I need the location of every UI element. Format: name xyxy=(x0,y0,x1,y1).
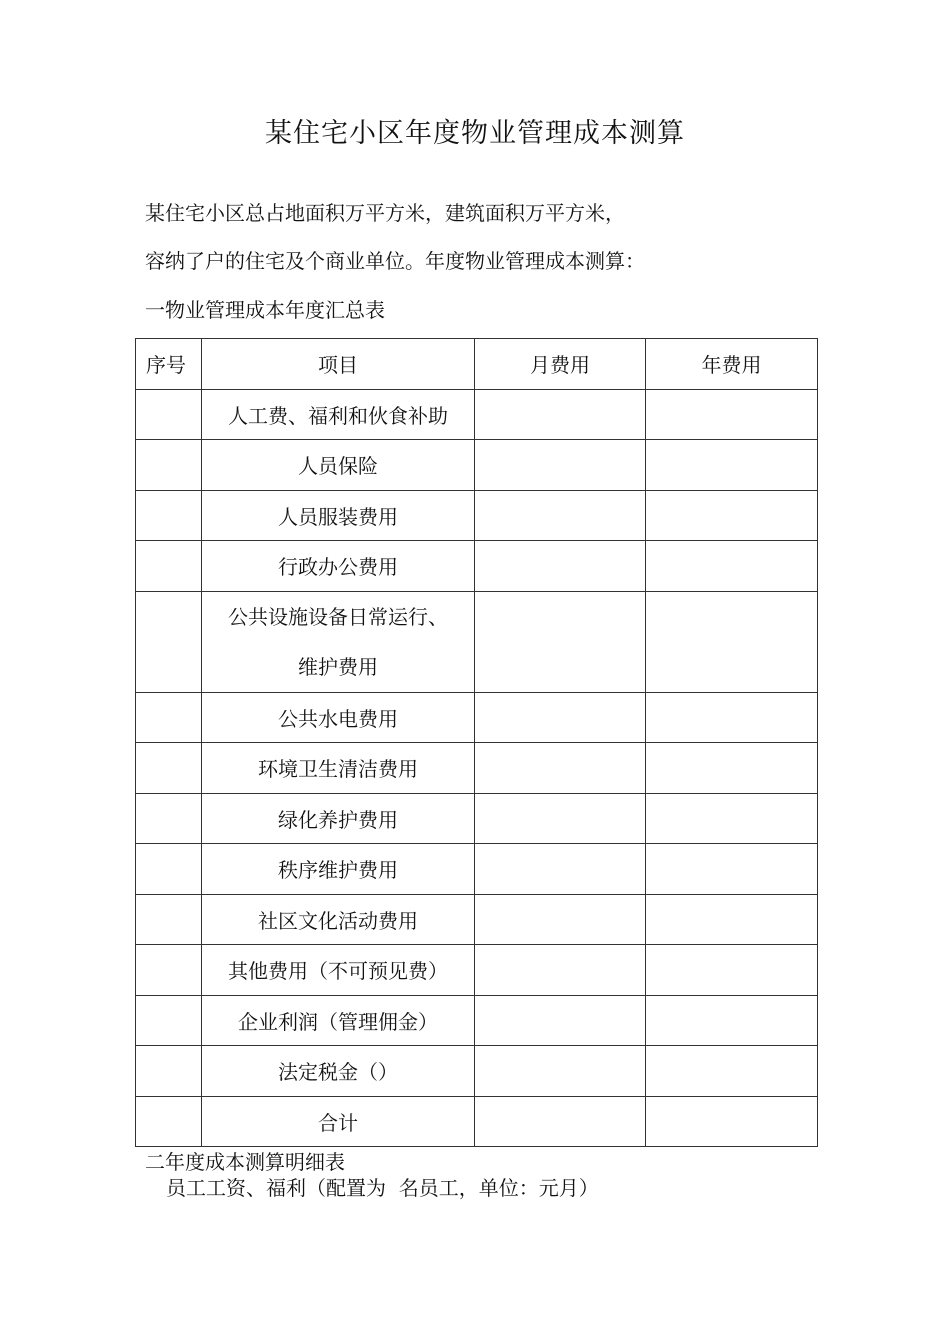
header-annual-cost: 年费用 xyxy=(646,339,818,390)
table-row xyxy=(136,541,818,592)
item-cell xyxy=(202,591,475,692)
monthly-cost-cell xyxy=(475,844,646,895)
item-cell: 合计 xyxy=(202,1096,475,1147)
item-cell: 行政办公费用 xyxy=(202,541,475,592)
item-cell: 社区文化活动费用 xyxy=(202,894,475,945)
item-cell: 人员保险 xyxy=(202,440,475,491)
table-row xyxy=(136,945,818,996)
header-serial: 序号 xyxy=(136,339,202,390)
serial-cell xyxy=(136,793,202,844)
serial-cell xyxy=(136,541,202,592)
table-row xyxy=(136,692,818,743)
annual-cost-cell xyxy=(646,1046,818,1097)
monthly-cost-cell xyxy=(475,541,646,592)
monthly-cost-cell xyxy=(475,894,646,945)
annual-cost-cell xyxy=(646,995,818,1046)
serial-cell xyxy=(136,945,202,996)
section-2-subtitle: 员工工资、福利（配置为 名员工，单位：元月） xyxy=(166,1176,599,1200)
annual-cost-cell xyxy=(646,945,818,996)
annual-cost-cell xyxy=(646,793,818,844)
annual-cost-cell xyxy=(646,1096,818,1147)
serial-cell xyxy=(136,490,202,541)
table-row xyxy=(136,389,818,440)
item-cell-line-2: 维护费用 xyxy=(298,654,378,679)
annual-cost-cell xyxy=(646,541,818,592)
item-cell: 秩序维护费用 xyxy=(202,844,475,895)
section-1-title: 一物业管理成本年度汇总表 xyxy=(145,298,385,322)
table-row xyxy=(136,844,818,895)
serial-cell xyxy=(136,389,202,440)
annual-cost-cell xyxy=(646,591,818,692)
annual-cost-cell xyxy=(646,440,818,491)
monthly-cost-cell xyxy=(475,692,646,743)
serial-cell xyxy=(136,894,202,945)
item-cell: 人工费、福利和伙食补助 xyxy=(202,389,475,440)
item-cell: 公共水电费用 xyxy=(202,692,475,743)
serial-cell xyxy=(136,591,202,692)
table-row xyxy=(136,1046,818,1097)
serial-cell xyxy=(136,1046,202,1097)
monthly-cost-cell xyxy=(475,389,646,440)
serial-cell xyxy=(136,440,202,491)
monthly-cost-cell xyxy=(475,440,646,491)
item-cell: 其他费用（不可预见费） xyxy=(202,945,475,996)
item-cell: 企业利润（管理佣金） xyxy=(202,995,475,1046)
item-cell: 环境卫生清洁费用 xyxy=(202,743,475,794)
page-title: 某住宅小区年度物业管理成本测算 xyxy=(265,118,685,149)
serial-cell xyxy=(136,743,202,794)
item-cell-line-1: 公共设施设备日常运行、 xyxy=(228,604,448,629)
annual-cost-cell xyxy=(646,844,818,895)
annual-cost-cell xyxy=(646,894,818,945)
monthly-cost-cell xyxy=(475,1046,646,1097)
monthly-cost-cell xyxy=(475,995,646,1046)
table-row-total xyxy=(136,1096,818,1147)
annual-cost-cell xyxy=(646,743,818,794)
table-row xyxy=(136,591,818,692)
item-cell: 绿化养护费用 xyxy=(202,793,475,844)
monthly-cost-cell xyxy=(475,490,646,541)
item-cell: 人员服装费用 xyxy=(202,490,475,541)
table-row xyxy=(136,793,818,844)
section-2-title: 二年度成本测算明细表 xyxy=(145,1150,345,1174)
annual-cost-cell xyxy=(646,389,818,440)
serial-cell xyxy=(136,995,202,1046)
table-row xyxy=(136,440,818,491)
header-item: 项目 xyxy=(202,339,475,390)
table-row xyxy=(136,490,818,541)
intro-line-2: 容纳了户的住宅及个商业单位。年度物业管理成本测算： xyxy=(145,249,645,273)
table-row xyxy=(136,743,818,794)
annual-cost-cell xyxy=(646,692,818,743)
table-row xyxy=(136,894,818,945)
item-cell: 法定税金（） xyxy=(202,1046,475,1097)
monthly-cost-cell xyxy=(475,743,646,794)
monthly-cost-cell xyxy=(475,945,646,996)
annual-cost-cell xyxy=(646,490,818,541)
table-header-row xyxy=(136,339,818,390)
serial-cell xyxy=(136,1096,202,1147)
serial-cell xyxy=(136,844,202,895)
monthly-cost-cell xyxy=(475,591,646,692)
monthly-cost-cell xyxy=(475,1096,646,1147)
header-monthly-cost: 月费用 xyxy=(475,339,646,390)
serial-cell xyxy=(136,692,202,743)
intro-line-1: 某住宅小区总占地面积万平方米，建筑面积万平方米， xyxy=(145,201,625,225)
monthly-cost-cell xyxy=(475,793,646,844)
table-row xyxy=(136,995,818,1046)
cost-summary-table xyxy=(135,338,818,1147)
